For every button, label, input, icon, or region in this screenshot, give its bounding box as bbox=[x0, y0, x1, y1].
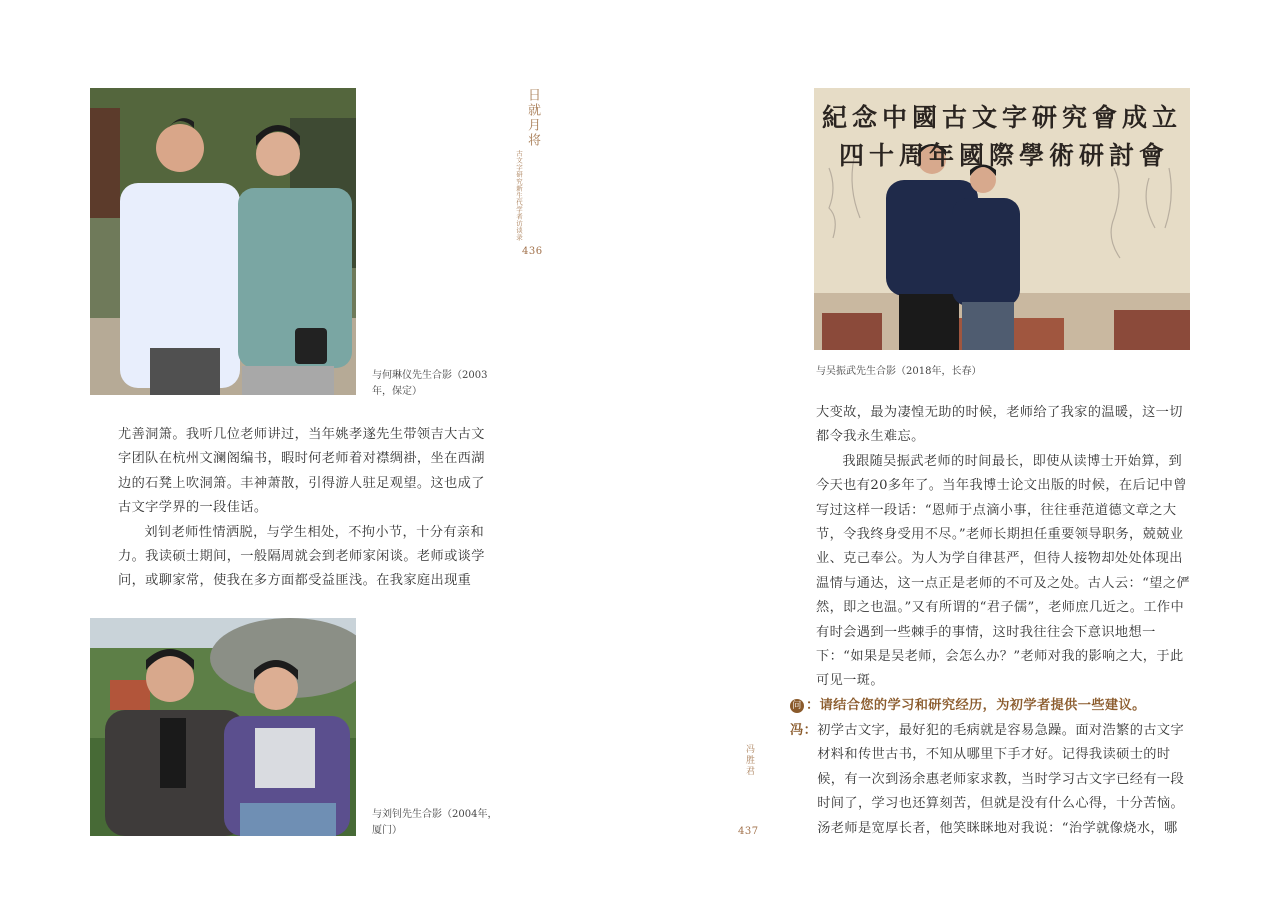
photo-liu-zhao-caption: 与刘钊先生合影（2004年，厦门） bbox=[372, 809, 498, 836]
question-badge: 问 bbox=[790, 699, 804, 713]
left-page-body bbox=[118, 423, 496, 594]
photo-liu-zhao bbox=[90, 618, 356, 836]
photo-wu-zhenwu bbox=[814, 88, 1190, 350]
photo-wu-zhenwu-caption: 与吴振武先生合影（2018年，长春） bbox=[816, 366, 982, 377]
paragraph: 尤善洞箫。我听几位老师讲过，当年姚孝遂先生带领吉大古文字团队在杭州文澜阁编书，暇时何老师着对襟绸褂，坐在西湖边的石凳上吹洞箫。丰神萧散，引得游人驻足观望。这也成了古文字学界的一段佳话。 bbox=[118, 427, 485, 516]
answer-text: 初学古文字，最好犯的毛病就是容易急躁。面对浩繁的古文字材料和传世古书，不知从哪里下手才好。记得我读硕士的时候，有一次到汤余惠老师家求教，当时学习古文字已经有一段时间了，学习也还算刻苦，但就是没有什么心得，十分苦恼。汤老师是宽厚长者，他笑眯眯地对我说：“治学就像烧水，哪 bbox=[817, 723, 1185, 836]
running-title: 日就月将 bbox=[525, 88, 540, 148]
paragraph: 我跟随吴振武老师的时间最长，即使从读博士开始算，到今天也有20多年了。当年我博士论文出版的时候，在后记中曾写过这样一段话：“恩师于点滴小事，往往垂范道德文章之大节，令我终身受用不尽。”老师长期担任重要领导职务，兢兢业业、克己奉公。为人为学自律甚严，但待人接物却处处体现出温情与通达，这一点正是老师的不可及之处。古人云：“望之俨然，即之也温。”又有所谓的“君子儒”，老师庶几近之。工作中有时会遇到一些棘手的事情，这时我往往会下意识地想一下：“如果是吴老师，会怎么办？”老师对我的影响之大，于此可见一斑。 bbox=[816, 453, 1191, 689]
interview-answer bbox=[790, 719, 1192, 841]
photo-he-linyi-caption: 与何琳仪先生合影（2003年，保定） bbox=[372, 370, 488, 397]
question-text: ：请结合您的学习和研究经历，为初学者提供一些建议。 bbox=[806, 698, 1146, 713]
running-subtitle: 古文字研究新生代学者访谈录 bbox=[515, 150, 523, 241]
answer-speaker: 冯： bbox=[790, 723, 818, 738]
banner-line-1: 紀念中國古文字研究會成立 bbox=[821, 103, 1182, 132]
photo-he-linyi bbox=[90, 88, 356, 395]
page-number-left: 436 bbox=[522, 246, 543, 257]
right-page-body bbox=[816, 401, 1192, 694]
banner-line-2: 四十周年國際學術研討會 bbox=[838, 141, 1169, 170]
side-author-name: 冯胜君 bbox=[744, 744, 754, 777]
paragraph: 大变故，最为凄惶无助的时候，老师给了我家的温暖，这一切都令我永生难忘。 bbox=[816, 405, 1183, 445]
interview-question bbox=[790, 694, 1192, 718]
photo-liu-zhao-image bbox=[90, 618, 356, 836]
photo-he-linyi-image bbox=[90, 88, 356, 395]
paragraph: 刘钊老师性情洒脱，与学生相处，不拘小节，十分有亲和力。我读硕士期间，一般隔周就会到老师家闲谈。老师或谈学问，或聊家常，使我在多方面都受益匪浅。在我家庭出现重 bbox=[118, 524, 485, 589]
page-number-right: 437 bbox=[738, 826, 759, 837]
